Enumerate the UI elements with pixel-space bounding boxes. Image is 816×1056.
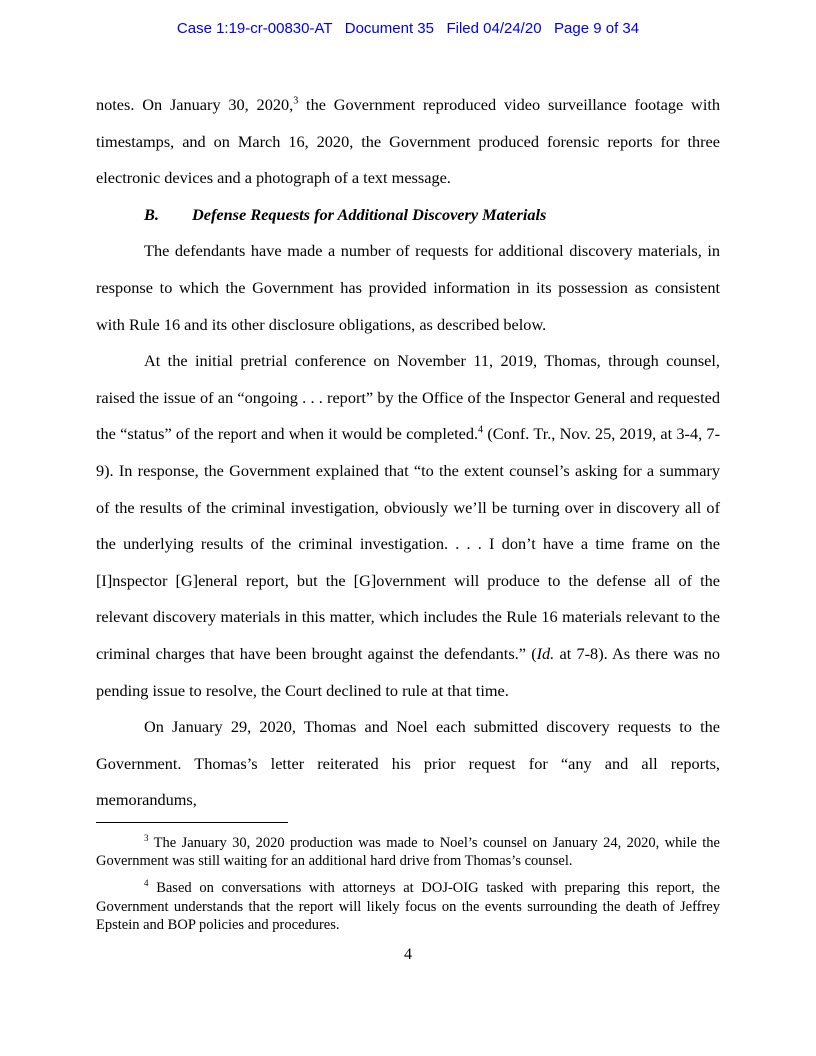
page-number: 4 <box>404 946 412 963</box>
text-run: At the initial pretrial conference on November 11, 2019, Thomas, through counsel, raised the issue of an “ongoing . . . report” by the Office of the Inspector General and requested the “status” of the report and when it would be completed. <box>96 351 720 444</box>
text-run: B. <box>144 204 159 224</box>
text-run: Defense Requests for Additional Discovery Materials <box>192 204 547 224</box>
body-paragraph <box>96 709 720 819</box>
body-paragraph <box>96 233 720 343</box>
footnote-reference: 4 <box>144 878 149 889</box>
text-run: On January 29, 2020, Thomas and Noel each submitted discovery requests to the Government. Thomas’s letter reiterated his prior request for “any and all reports, memorandums, <box>96 717 720 810</box>
body-paragraph <box>96 343 720 709</box>
text-run: The defendants have made a number of requests for additional discovery materials, in response to which the Government has provided information in its possession as consistent with Rule 16 and its other disclosure obligations, as described below. <box>96 241 720 334</box>
footnotes-section <box>96 822 720 943</box>
text-run: at 7-8). As there was no pending issue to resolve, the Court declined to rule at that time. <box>96 643 720 700</box>
footnote-separator <box>96 822 288 823</box>
footnote-reference: 3 <box>144 833 149 844</box>
text-run: notes. On January 30, 2020, <box>96 95 294 114</box>
footnote-reference: 4 <box>478 424 484 436</box>
text-run: Id. <box>536 643 555 663</box>
body-paragraph-continuation <box>96 87 720 197</box>
text-run: the Government reproduced video surveillance footage with timestamps, and on March 16, 2020, the Government produced forensic reports for three electronic devices and a photograph of a text message. <box>96 95 721 188</box>
section-heading <box>96 197 720 234</box>
footnote <box>96 834 720 870</box>
footnote <box>96 879 720 934</box>
case-stamp-header: Case 1:19-cr-00830-AT Document 35 Filed 04/24/20 Page 9 of 34 <box>176 20 640 37</box>
text-run: Based on conversations with attorneys at DOJ-OIG tasked with preparing this report, the Government understands that the report will likely focus on the events surrounding the death of Jeffrey Epstein and BOP policies and procedures. <box>96 880 720 933</box>
document-body <box>96 87 720 819</box>
text-run: The January 30, 2020 production was made to Noel’s counsel on January 24, 2020, while the Government was still waiting for an additional hard drive from Thomas’s counsel. <box>96 835 720 870</box>
text-run: (Conf. Tr., Nov. 25, 2019, at 3-4, 7-9). In response, the Government explained that “to the extent counsel’s asking for a summary of the results of the criminal investigation, obviously we’ll be turning over in discovery all of the underlying results of the criminal investigation. . . . I don’t have a time frame on the [I]nspector [G]eneral report, but the [G]overnment will produce to the defense all of the relevant discovery materials in this matter, which includes the Rule 16 materials relevant to the criminal charges that have been brought against the defendants.” ( <box>96 424 720 663</box>
footnote-reference: 3 <box>293 95 299 107</box>
